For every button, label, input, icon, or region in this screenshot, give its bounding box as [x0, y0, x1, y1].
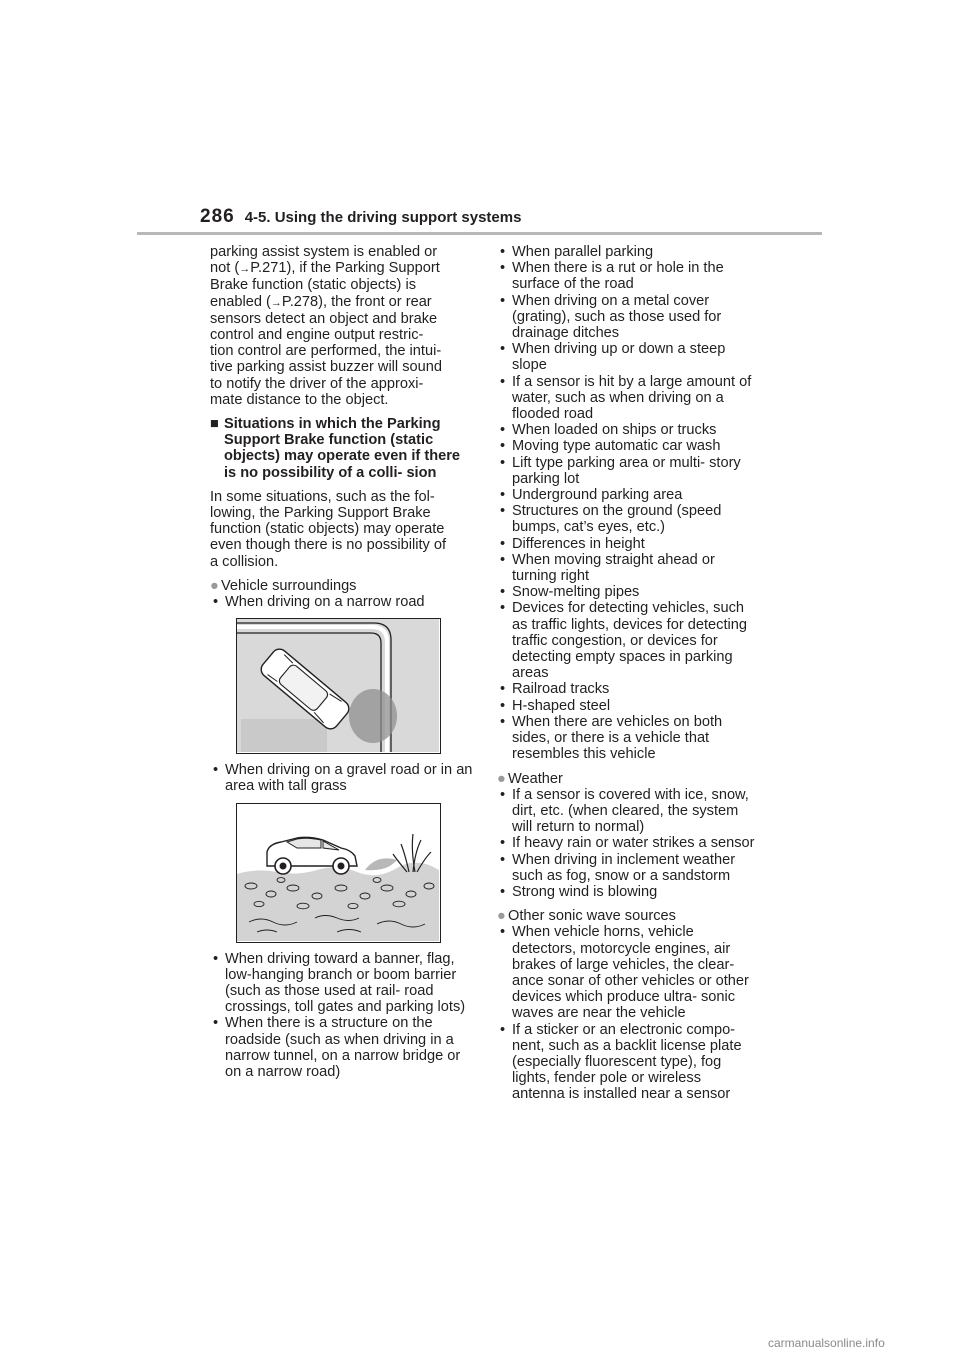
list-item: • Lift type parking area or multi- story parking lot: [497, 455, 757, 487]
gravel-road-illustration: [236, 803, 441, 943]
category-vehicle-surroundings: [210, 578, 475, 594]
section-title: 4-5. Using the driving support systems: [244, 209, 522, 226]
page-number: 286: [200, 206, 235, 227]
bullet-list: [497, 924, 757, 1102]
section-heading-text: Situations in which the Parking Support Brake function (static objects) may operate even if there is no possibility of a colli- sion: [224, 416, 461, 481]
list-item: • If a sensor is hit by a large amount of water, such as when driving on a flooded road: [497, 374, 757, 423]
list-item: • When there are vehicles on both sides, or there is a vehicle that resembles this vehicle: [497, 714, 757, 763]
list-item: • Underground parking area: [497, 487, 757, 503]
list-item: • Strong wind is blowing: [497, 884, 757, 900]
circle-bullet-icon: ●: [497, 770, 506, 787]
list-item: • When there is a rut or hole in the surface of the road: [497, 260, 757, 292]
bullet-list: [210, 951, 475, 1081]
list-item: • When driving on a metal cover (grating), such as those used for drainage ditches: [497, 293, 757, 342]
category-weather: [497, 771, 757, 787]
category-sonic-sources: [497, 908, 757, 924]
category-label: Weather: [508, 770, 563, 787]
bullet-list: [210, 594, 475, 610]
list-item: • When driving up or down a steep slope: [497, 341, 757, 373]
list-item: • If heavy rain or water strikes a sensor: [497, 835, 757, 851]
body-paragraph: In some situations, such as the fol- lowing, the Parking Support Brake function (static objects) may operate even though there is no possibility of a collision.: [210, 488, 447, 570]
category-label: Other sonic wave sources: [508, 908, 676, 925]
list-item: • Structures on the ground (speed bumps, cat’s eyes, etc.): [497, 503, 757, 535]
list-item: • Railroad tracks: [497, 681, 757, 697]
bullet-list: [210, 762, 475, 794]
arrow-icon: →: [270, 296, 282, 309]
page-header: [200, 206, 521, 232]
intro-paragraph: parking assist system is enabled or not (→P.271), if the Parking Support Brake function (static objects) is enabled (→P.278), the front or rear sensors detect an object and brake control and engine output restric- tion control are performed, the intui- tive parking assist buzzer will sound to notify the driver of the approxi- mate distance to the object.: [210, 244, 442, 408]
section-heading: [210, 416, 475, 481]
list-item: • When there is a structure on the roadside (such as when driving in a narrow tunnel, on a narrow bridge or on a narrow road): [210, 1015, 475, 1080]
arrow-icon: →: [239, 263, 251, 276]
square-bullet-icon: ■: [210, 416, 219, 433]
page-ref-link[interactable]: P.278), the front or rear: [281, 293, 432, 310]
page-ref-link[interactable]: P.271), if the Parking Support: [250, 260, 440, 277]
list-item: • When parallel parking: [497, 244, 757, 260]
list-item: • Devices for detecting vehicles, such as traffic lights, devices for detecting traffic congestion, or devices for detecting empty spaces in parking areas: [497, 600, 757, 681]
bullet-list: [497, 787, 757, 900]
bullet-list: [497, 244, 757, 763]
circle-bullet-icon: ●: [497, 908, 506, 925]
list-item: • H-shaped steel: [497, 698, 757, 714]
list-item: • When loaded on ships or trucks: [497, 422, 757, 438]
list-item: • When vehicle horns, vehicle detectors, motorcycle engines, air brakes of large vehicles, the clear- ance sonar of other vehicles or other devices which produce ultra- sonic waves are near the vehicle: [497, 924, 757, 1021]
category-label: Vehicle surroundings: [221, 577, 357, 594]
list-item: • When driving on a narrow road: [210, 594, 475, 610]
left-column: [210, 244, 475, 1080]
list-item: • When driving toward a banner, flag, low-hanging branch or boom barrier (such as those used at rail- road crossings, toll gates and parking lots): [210, 951, 475, 1016]
list-item: • If a sticker or an electronic compo- nent, such as a backlit license plate (especially fluorescent type), fog lights, fender pole or wireless antenna is installed near a sensor: [497, 1022, 757, 1103]
watermark: carmanualsonline.info: [768, 1336, 885, 1350]
header-rule: [137, 232, 822, 235]
list-item: • When driving in inclement weather such as fog, snow or a sandstorm: [497, 852, 757, 884]
list-item: • When moving straight ahead or turning right: [497, 552, 757, 584]
narrow-road-illustration: [236, 618, 441, 754]
list-item: • Snow-melting pipes: [497, 584, 757, 600]
list-item: • If a sensor is covered with ice, snow, dirt, etc. (when cleared, the system will return to normal): [497, 787, 757, 836]
circle-bullet-icon: ●: [210, 577, 219, 594]
right-column: [497, 244, 757, 1103]
list-item: • When driving on a gravel road or in an area with tall grass: [210, 762, 475, 794]
list-item: • Moving type automatic car wash: [497, 438, 757, 454]
list-item: • Differences in height: [497, 536, 757, 552]
